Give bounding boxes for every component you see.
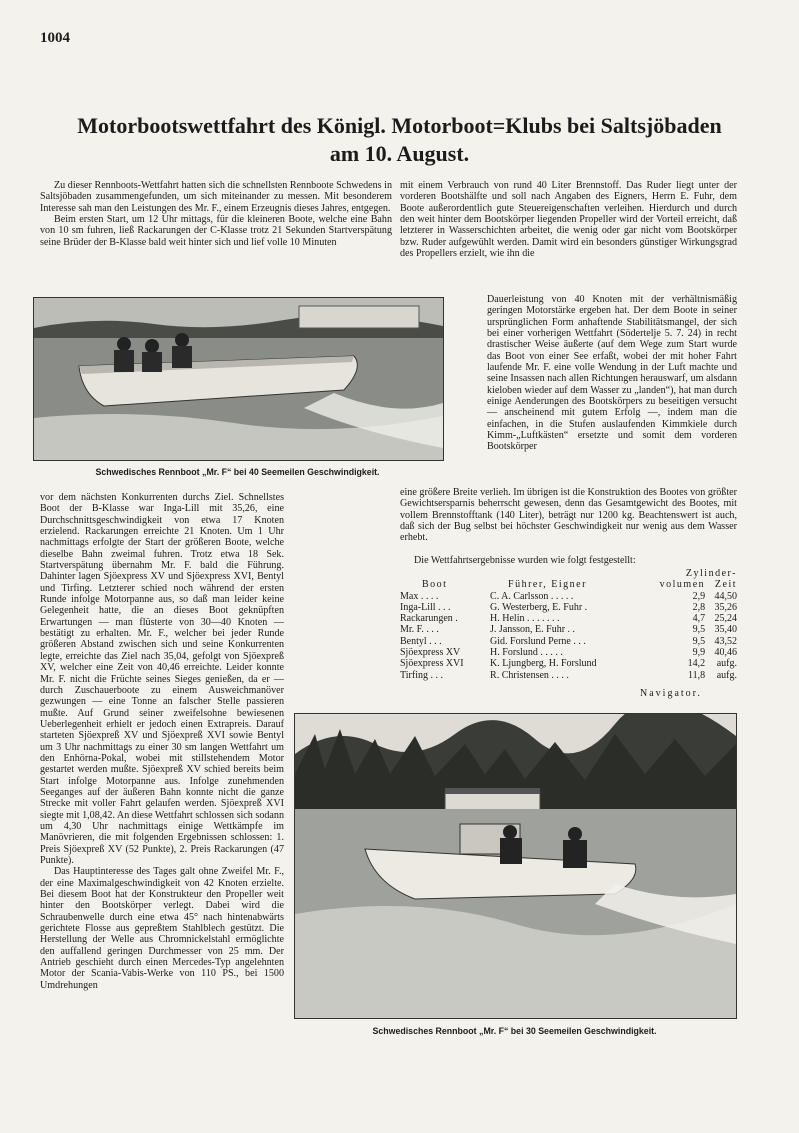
table-row [400, 613, 737, 624]
cell-zylinder: 9,5 [692, 624, 706, 636]
col-header-fuehrer: Führer, Eigner [508, 579, 587, 591]
table-row [400, 658, 737, 669]
cell-boot: Rackarungen . [400, 613, 458, 625]
boat-photo-illustration [34, 298, 443, 460]
photo-caption-2: Schwedisches Rennboot „Mr. F“ bei 30 Seemeilen Geschwindigkeit. [372, 1026, 657, 1036]
cell-boot: Tirfing . . . [400, 669, 443, 681]
cell-zylinder: 2,9 [692, 590, 706, 602]
col-header-zeit: Zeit [714, 579, 737, 591]
table-row [400, 670, 737, 681]
cell-zeit: 35,40 [714, 624, 737, 636]
cell-zylinder: 2,8 [692, 601, 706, 613]
boat-photo-illustration [295, 714, 736, 1018]
article-title [40, 112, 759, 168]
table-row [400, 591, 737, 602]
left-top-text [40, 180, 392, 248]
paragraph: Beim ersten Start, um 12 Uhr mittags, für die kleineren Boote, welche eine Bahn von 10 sm fuhren, ließ Rackarungen der C-Klasse trotz 21 Sekunden Startverspätung seine Brüder der B-Klasse bald weit hinter sich und lief volle 10 Minuten [40, 214, 392, 248]
cell-zeit: 40,46 [714, 647, 737, 659]
cell-zylinder: 9,9 [692, 647, 706, 659]
cell-fuehrer: Gid. Forslund Perne . . . [490, 635, 586, 647]
col-header-zylinder: Zylinder- [685, 568, 737, 579]
paragraph: mit einem Verbrauch von rund 40 Liter Brennstoff. Das Ruder liegt unter der vorderen Bootshälfte und soll nach Angaben des Eigners, Herrn E. Fuhr, dem Boote außerordentlich gute Steuereigenschaften verleihen. Hierdurch und durch den weit hinter dem Bootskörper liegenden Propeller wird der Vorteil erreicht, daß letzterer in Wasserschichten arbeitet, die wenig oder gar nicht vom Bootskörper bzw. Ruder aufgewühlt werden. Damit wird ein besonders günstiger Wirkungsgrad des Propellers erzielt, wie ihn die [400, 180, 737, 260]
cell-zylinder: 9,5 [692, 635, 706, 647]
cell-fuehrer: R. Christensen . . . . [490, 669, 569, 681]
paragraph: Das Hauptinteresse des Tages galt ohne Zweifel Mr. F., der eine Maximalgeschwindigkeit von 42 Knoten erzielte. Bei diesem Boot hat der Konstrukteur den Propeller weit hinter den Bootskörper verlegt. Dabei wird die Schraubenwelle durch eine etwa 45° nach hintenabwärts gerichtete Flosse aus gepreßtem Stahlblech gestützt. Die Herstellung der Welle aus Chromnickelstahl ermöglichte den auffallend geringen Durchmesser von 25 mm. Der Antrieb geschieht durch einen Mercedes-Typ angelehnten Motor der Scania-Vabis-Werke von 110 PS., bei 1500 Umdrehungen [40, 866, 284, 991]
paragraph: Zu dieser Rennboots-Wettfahrt hatten sich die schnellsten Rennboote Schwedens in Saltsjöbaden zusammengefunden, um sich miteinander zu messen. Mit besonderem Interesse sah man den Leistungen des Mr. F., einem Erzeugnis dieses Jahres, entgegen. [40, 180, 392, 214]
cell-fuehrer: H. Helin . . . . . . . [490, 613, 560, 625]
cell-zylinder: 14,2 [687, 658, 706, 670]
table-row [400, 647, 737, 658]
table-row [400, 624, 737, 635]
cell-boot: Inga-Lill . . . [400, 601, 451, 613]
cell-fuehrer: G. Westerberg, E. Fuhr . [490, 601, 588, 613]
paragraph: vor dem nächsten Konkurrenten durchs Ziel. Schnellstes Boot der B-Klasse war Inga-Lill mit 35,26, eine Durchschnittsgeschwindigkeit von etwa 17 Knoten erzielend. Rackarungen erreichte 21 Knoten. Um 1 Uhr nachmittags erfolgte der Start der größeren Boote, welche dieselbe Bahn zweimal fuhren. Trotz etwa 18 Sek. Startverspätung übernahm Mr. F. bald die Führung. Dahinter lagen Sjöexpress XV und Sjöexpress XVI, Bentyl und Tirfing. Letzterer schied noch während der ersten Runde infolge Motorpanne aus, so daß man leider keine Gelegenheit hatte, die an dieses Boot geknüpften Erwartungen — man flüsterte von 30—40 Knoten — bestätigt zu erhalten. Mr. F., welcher bei jeder Runde größeren Abstand zwischen sich und seine Konkurrenten legte, erreichte das Ziel nach 35,04, gefolgt von Sjöexpreß XV, welcher eine Zeit von 40,46 erreichte. Leider konnte Mr. F. nicht die Früchte seines Sieges genießen, da er — durch Zuschauerboote zu einem Ausweichmanöver gezwungen — eine Tonne an falscher Stelle passieren mußte. Auf Grund seiner zweifelsohne bewiesenen Ueberlegenheit erhielt er jedoch einen Extrapreis. Darauf starteten Sjöexpreß XV und Sjöexpreß XVI sowie Bentyl um 3 Uhr nachmittags zu einer 30 sm langen Wettfahrt um den Enhörna-Pokal, wobei mit stillstehendem Motor gestartet werden mußte. Sjöexpreß XV schied bereits beim Start infolge Motorpanne aus. Infolge zunehmenden Seeganges auf der äußeren Bahn konnte nicht die ganze Strecke mit voller Fahrt gelaufen werden. Sjöexpreß XVI siegte mit 1,08,42. An diese Wettfahrt schlossen sich sodann um 4,30 Uhr nachmittags einige Wettkämpfe im Manövrieren, die mit folgenden Ergebnissen schlossen: 1. Preis Sjöexpreß XV (52 Punkte), 2. Preis Rackarungen (47 Punkte). [40, 492, 284, 866]
title-line-1: Motorbootswettfahrt des Königl. Motorboot=Klubs bei Saltsjöbaden [77, 113, 722, 138]
cell-boot: Max . . . . [400, 590, 439, 602]
col-header-volumen: volumen [659, 579, 706, 591]
cell-zeit: aufg. [716, 658, 737, 670]
paragraph: Dauerleistung von 40 Knoten mit der verhältnismäßig geringen Motorstärke ergeben hat. Der dem Boote in seiner ursprünglichen Form anhaftende Stabilitätsmangel, der sich bei einer vorherigen Wettfahrt (Södertelje 5. 7. 24) in recht drastischer Weise äußerte (auf dem Wege zum Start wurde das Boot von einer See erfaßt, wobei der mit hoher Fahrt laufende Mr. F. eine volle Wendung in der Luft machte und seine Insassen nach allen Richtungen herauswarf, um alsdann kieloben wieder auf dem Wasser zu „landen“), hat man durch einige Aenderungen des Bootskörpers zu beseitigen versucht — anscheinend mit gutem Erfolg —, indem man die einfachen, in die Stufen auslaufenden Kimmkiele durch Kimm-„Luftkästen“ ersetzte und somit dem vorderen Bootskörper [487, 294, 737, 453]
cell-zeit: 35,26 [714, 601, 737, 613]
author-signature: Navigator. [640, 688, 702, 699]
cell-fuehrer: K. Ljungberg, H. Forslund [490, 658, 597, 670]
photo-caption-1: Schwedisches Rennboot „Mr. F“ bei 40 Seemeilen Geschwindigkeit. [95, 467, 380, 477]
paragraph: Die Wettfahrtsergebnisse wurden wie folgt festgestellt: [414, 555, 636, 566]
boat-photo-40-knots [33, 297, 444, 461]
cell-zeit: aufg. [716, 669, 737, 681]
cell-fuehrer: C. A. Carlsson . . . . . [490, 590, 574, 602]
cell-boot: Bentyl . . . [400, 635, 442, 647]
results-intro [400, 555, 737, 566]
right-top-text [400, 180, 737, 259]
table-header-row [400, 568, 737, 579]
col-header-boot: Boot [422, 579, 448, 591]
cell-zeit: 44,50 [714, 590, 737, 602]
table-row [400, 602, 737, 613]
table-row [400, 636, 737, 647]
boat-photo-30-knots [294, 713, 737, 1019]
right-mid-text [400, 487, 737, 544]
left-bottom-text [40, 492, 284, 991]
results-table-wrap [400, 568, 737, 681]
right-narrow-text [487, 294, 737, 453]
cell-zylinder: 11,8 [688, 669, 706, 681]
cell-boot: Mr. F. . . . [400, 624, 439, 636]
cell-zylinder: 4,7 [692, 613, 706, 625]
cell-zeit: 25,24 [714, 613, 737, 625]
cell-fuehrer: H. Forslund . . . . . [490, 647, 563, 659]
results-body [400, 591, 737, 681]
cell-zeit: 43,52 [714, 635, 737, 647]
table-header-row [400, 579, 737, 590]
cell-fuehrer: J. Jansson, E. Fuhr . . [490, 624, 576, 636]
title-line-2: am 10. August. [329, 141, 470, 166]
page-number: 1004 [40, 30, 70, 46]
cell-boot: Sjöexpress XVI [400, 658, 464, 670]
paragraph: eine größere Breite verlieh. Im übrigen ist die Konstruktion des Bootes von größter Gewichtsersparnis beherrscht gewesen, denn das Gesamtgewicht des Bootes, mit vollem Brennstofftank (140 Liter), beträgt nur 1200 kg. Beachtenswert ist auch, daß sich der Bug selbst bei höchster Geschwindigkeit nur wenig aus dem Wasser erhebt. [400, 487, 737, 544]
cell-boot: Sjöexpress XV [400, 647, 461, 659]
results-table [400, 568, 737, 681]
